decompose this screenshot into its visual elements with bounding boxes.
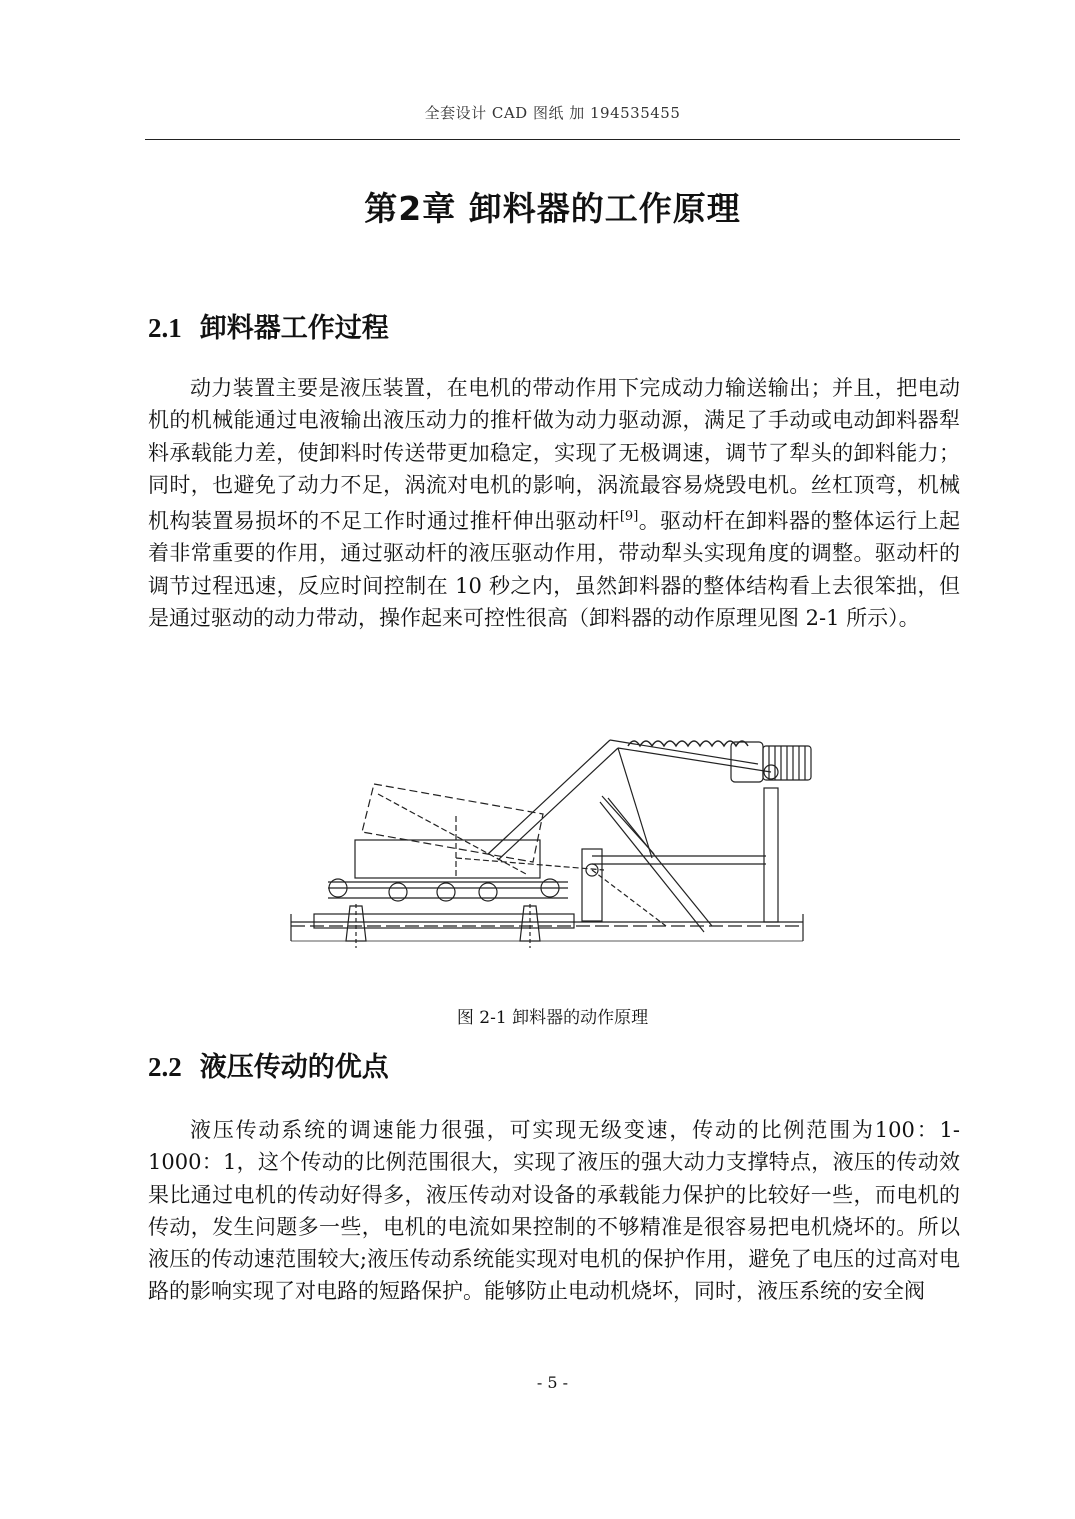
figure-caption: 图 2-1 卸料器的动作原理: [456, 1008, 649, 1028]
paragraph-text: 动力装置主要是液压装置，在电机的带动作用下完成动力输送输出；并且，把电动机的机械能通过电液输出液压动力的推杆做为动力驱动源，满足了手动或电动卸料器犁料承载能力差，使卸料时传送带更加稳定，实现了无极调速，调节了犁头的卸料能力；同时，也避免了动力不足，涡流对电机的影响，涡流最容易烧毁电机。丝杠顶弯，机械机构装置易损坏的不足工作时通过推杆伸出驱动杆: [148, 376, 960, 534]
running-header: 全套设计 CAD 图纸 加 194535455: [424, 104, 681, 122]
unloader-mechanism-figure: [288, 736, 818, 954]
section-number: 2.2: [148, 1052, 182, 1082]
chapter-title: 第2章 卸料器的工作原理: [364, 189, 741, 228]
paragraph-2-2: 液压传动系统的调速能力很强，可实现无级变速，传动的比例范围为100：1-1000：1，这个传动的比例范围很大，实现了液压的强大动力支撑特点，液压的传动效果比通过电机的传动好得多，液压传动对设备的承载能力保护的比较好一些，而电机的传动，发生问题多一些，电机的电流如果控制的不够精准是很容易把电机烧坏的。所以液压的传动速范围较大;液压传动系统能实现对电机的保护作用，避免了电压的过高对电路的影响实现了对电路的短路保护。能够防止电动机烧坏，同时，液压系统的安全阀: [148, 1118, 960, 1304]
paragraph-2-1: [148, 372, 960, 634]
section-title: 卸料器工作过程: [199, 313, 389, 344]
header-rule: [145, 139, 960, 140]
page-number: - 5 -: [536, 1373, 569, 1392]
paragraph-text-cont: 。驱动杆在卸料器的整体运行上起着非常重要的作用，通过驱动杆的液压驱动作用，带动犁头实现角度的调整。驱动杆的调节过程迅速，反应时间控制在 10 秒之内，虽然卸料器的整体结构看上去很笨拙，但是通过驱动的动力带动，操作起来可控性很高（卸料器的动作原理见图 2-1 所示）。: [148, 509, 961, 631]
section-heading-2-2: [148, 1045, 389, 1084]
section-heading-2-1: [148, 306, 389, 345]
section-number: 2.1: [148, 313, 182, 343]
section-title: 液压传动的优点: [199, 1052, 389, 1083]
citation-ref: [9]: [619, 509, 639, 525]
